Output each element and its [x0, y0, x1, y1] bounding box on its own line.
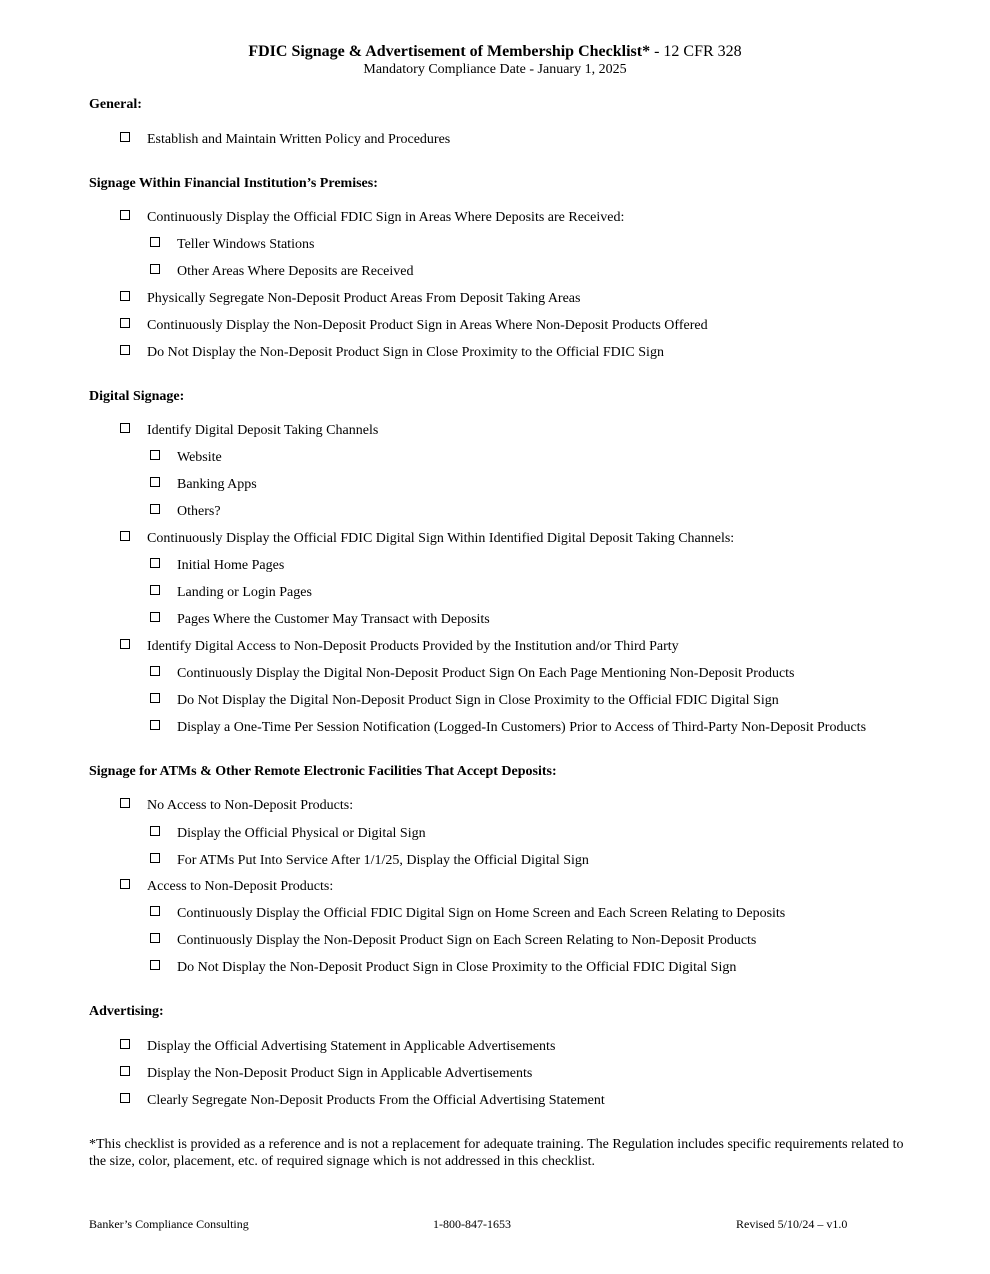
checklist-subitem[interactable]: Website	[150, 449, 222, 467]
checklist-subitem[interactable]: Pages Where the Customer May Transact with Deposits	[150, 611, 490, 629]
checklist-subitem[interactable]: Initial Home Pages	[150, 557, 284, 575]
checklist-item[interactable]: Continuously Display the Official FDIC Digital Sign Within Identified Digital Deposit Taking Channels:	[120, 530, 734, 548]
checkbox-icon[interactable]	[150, 237, 160, 247]
checkbox-icon[interactable]	[120, 1093, 130, 1103]
page-title	[0, 42, 990, 62]
checkbox-icon[interactable]	[120, 1039, 130, 1049]
checkbox-icon[interactable]	[150, 933, 160, 943]
checkbox-icon[interactable]	[150, 666, 160, 676]
checkbox-icon[interactable]	[150, 477, 160, 487]
checkbox-icon[interactable]	[120, 318, 130, 328]
footer-company: Banker’s Compliance Consulting	[89, 1217, 249, 1231]
checklist-item[interactable]: Establish and Maintain Written Policy and Procedures	[120, 131, 450, 149]
title-main: FDIC Signage & Advertisement of Membership Checklist*	[248, 43, 651, 60]
checkbox-icon[interactable]	[120, 291, 130, 301]
checklist-item[interactable]: Continuously Display the Official FDIC Sign in Areas Where Deposits are Received:	[120, 209, 624, 227]
checkbox-icon[interactable]	[150, 450, 160, 460]
checklist-subitem[interactable]: Continuously Display the Non-Deposit Product Sign on Each Screen Relating to Non-Deposit Products	[150, 932, 756, 950]
checklist-item[interactable]: Access to Non-Deposit Products:	[120, 878, 333, 896]
section-heading-advertising: Advertising:	[89, 1004, 164, 1019]
checklist-item[interactable]: Do Not Display the Non-Deposit Product Sign in Close Proximity to the Official FDIC Sign	[120, 344, 664, 362]
checkbox-icon[interactable]	[120, 210, 130, 220]
checkbox-icon[interactable]	[120, 423, 130, 433]
checkbox-icon[interactable]	[120, 798, 130, 808]
checklist-subitem[interactable]: Continuously Display the Digital Non-Deposit Product Sign On Each Page Mentioning Non-Deposit Products	[150, 665, 795, 683]
checkbox-icon[interactable]	[150, 693, 160, 703]
title-suffix: - 12 CFR 328	[650, 43, 742, 60]
section-heading-premises: Signage Within Financial Institution’s Premises:	[89, 176, 378, 191]
checkbox-icon[interactable]	[150, 264, 160, 274]
section-heading-digital: Digital Signage:	[89, 389, 185, 404]
checkbox-icon[interactable]	[150, 504, 160, 514]
checklist-item[interactable]: Physically Segregate Non-Deposit Product Areas From Deposit Taking Areas	[120, 290, 580, 308]
checkbox-icon[interactable]	[120, 639, 130, 649]
footnote: *This checklist is provided as a reference and is not a replacement for adequate training. The Regulation includes specific requirements related to the size, color, placement, etc. of required signage which is not addressed in this checklist.	[89, 1137, 904, 1169]
checkbox-icon[interactable]	[120, 132, 130, 142]
section-heading-general: General:	[89, 97, 142, 112]
checkbox-icon[interactable]	[120, 531, 130, 541]
checklist-item[interactable]: Continuously Display the Non-Deposit Product Sign in Areas Where Non-Deposit Products Offered	[120, 317, 708, 335]
checklist-item[interactable]: Display the Non-Deposit Product Sign in Applicable Advertisements	[120, 1065, 532, 1083]
footer-revision: Revised 5/10/24 – v1.0	[736, 1217, 848, 1231]
checkbox-icon[interactable]	[120, 345, 130, 355]
checkbox-icon[interactable]	[150, 720, 160, 730]
checklist-item[interactable]: Display the Official Advertising Statement in Applicable Advertisements	[120, 1038, 555, 1056]
checkbox-icon[interactable]	[150, 853, 160, 863]
checkbox-icon[interactable]	[150, 960, 160, 970]
checkbox-icon[interactable]	[150, 612, 160, 622]
checklist-subitem[interactable]: Display a One-Time Per Session Notification (Logged-In Customers) Prior to Access of Third-Party Non-Deposit Products	[150, 719, 866, 737]
checklist-subitem[interactable]: Teller Windows Stations	[150, 236, 314, 254]
page-subtitle: Mandatory Compliance Date - January 1, 2025	[363, 62, 627, 77]
footer-phone: 1-800-847-1653	[433, 1217, 511, 1231]
checklist-item[interactable]: Clearly Segregate Non-Deposit Products From the Official Advertising Statement	[120, 1092, 605, 1110]
checkbox-icon[interactable]	[150, 826, 160, 836]
checklist-subitem[interactable]: Display the Official Physical or Digital Sign	[150, 825, 426, 843]
checklist-subitem[interactable]: Other Areas Where Deposits are Received	[150, 263, 413, 281]
checklist-subitem[interactable]: For ATMs Put Into Service After 1/1/25, Display the Official Digital Sign	[150, 852, 589, 870]
checklist-item[interactable]: Identify Digital Deposit Taking Channels	[120, 422, 378, 440]
checklist-subitem[interactable]: Do Not Display the Non-Deposit Product Sign in Close Proximity to the Official FDIC Digital Sign	[150, 959, 736, 977]
checkbox-icon[interactable]	[120, 1066, 130, 1076]
checkbox-icon[interactable]	[150, 585, 160, 595]
checkbox-icon[interactable]	[120, 879, 130, 889]
checklist-subitem[interactable]: Banking Apps	[150, 476, 257, 494]
checklist-item[interactable]: No Access to Non-Deposit Products:	[120, 797, 353, 815]
checklist-subitem[interactable]: Landing or Login Pages	[150, 584, 312, 602]
checklist-subitem[interactable]: Continuously Display the Official FDIC Digital Sign on Home Screen and Each Screen Relating to Deposits	[150, 905, 785, 923]
checklist-item[interactable]: Identify Digital Access to Non-Deposit Products Provided by the Institution and/or Third Party	[120, 638, 679, 656]
checklist-subitem[interactable]: Others?	[150, 503, 221, 521]
checkbox-icon[interactable]	[150, 906, 160, 916]
checkbox-icon[interactable]	[150, 558, 160, 568]
checklist-subitem[interactable]: Do Not Display the Digital Non-Deposit Product Sign in Close Proximity to the Official FDIC Digital Sign	[150, 692, 779, 710]
section-heading-atm: Signage for ATMs & Other Remote Electronic Facilities That Accept Deposits:	[89, 764, 557, 779]
